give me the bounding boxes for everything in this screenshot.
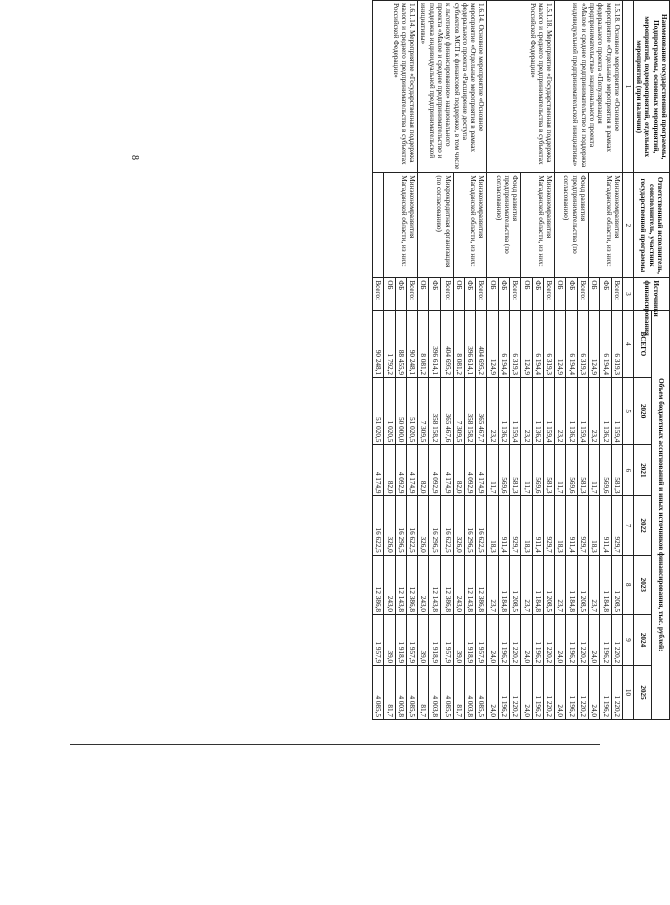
source-cell: ФБ (429, 278, 440, 310)
table-row (543, 1, 554, 720)
amount-cell: 1 196,2 (600, 666, 611, 720)
executor-cell: Минэкономразвития Магаданской области, из них: (521, 173, 555, 278)
amount-cell: 911,4 (498, 496, 509, 555)
amount-cell: 39,0 (453, 614, 464, 665)
amount-cell: 1 220,2 (543, 666, 554, 720)
source-cell: ФБ (498, 278, 509, 310)
amount-cell: 1 159,4 (577, 377, 588, 444)
index-cell: 8 (622, 555, 633, 614)
amount-cell: 124,9 (588, 310, 599, 377)
header-total: ВСЕГО (633, 310, 651, 377)
amount-cell: 1 136,2 (600, 377, 611, 444)
header-year: 2021 (633, 445, 651, 496)
amount-cell: 7 309,5 (418, 377, 429, 444)
amount-cell: 4 092,9 (429, 445, 440, 496)
amount-cell: 396 614,1 (429, 310, 440, 377)
source-cell: ОБ (521, 278, 532, 310)
amount-cell: 1 159,4 (543, 377, 554, 444)
amount-cell: 4 003,8 (395, 666, 406, 720)
amount-cell: 569,6 (532, 445, 543, 496)
amount-cell: 7 309,5 (453, 377, 464, 444)
amount-cell: 1 184,8 (532, 555, 543, 614)
amount-cell: 81,7 (384, 666, 395, 720)
amount-cell: 24,0 (588, 614, 599, 665)
table-row (611, 1, 622, 720)
amount-cell: 24,0 (588, 666, 599, 720)
amount-cell: 39,0 (418, 614, 429, 665)
amount-cell: 24,0 (555, 666, 566, 720)
measure-name-cell: 1.5.18. Основное мероприятие «Основное мероприятие «Отдельные мероприятия в рамках федерального проекта «Популяризация предпринимательства» национального проекта «Малое и среднее предпринимательство и поддержка индивидуальной предпринимательской инициативы» (555, 1, 623, 173)
amount-cell: 581,3 (611, 445, 622, 496)
amount-cell: 1 196,2 (532, 666, 543, 720)
source-cell: Всего: (577, 278, 588, 310)
source-cell: ОБ (555, 278, 566, 310)
amount-cell: 6 194,4 (600, 310, 611, 377)
amount-cell: 12 386,8 (406, 555, 417, 614)
amount-cell: 82,0 (418, 445, 429, 496)
amount-cell: 4 085,5 (373, 666, 384, 720)
amount-cell: 1 220,2 (577, 666, 588, 720)
amount-cell: 18,3 (521, 496, 532, 555)
source-cell: ОБ (384, 278, 395, 310)
amount-cell: 1 196,2 (532, 614, 543, 665)
amount-cell: 82,0 (453, 445, 464, 496)
source-cell: ФБ (566, 278, 577, 310)
amount-cell: 1 196,2 (600, 614, 611, 665)
header-source: Источники финансирования (633, 278, 669, 310)
header-year: 2023 (633, 555, 651, 614)
amount-cell: 569,6 (600, 445, 611, 496)
amount-cell: 1 918,9 (464, 614, 475, 665)
amount-cell: 51 020,5 (373, 377, 384, 444)
index-cell: 10 (622, 666, 633, 720)
measure-name-cell: 1.5.1.18. Мероприятие «Государственная поддержка малого и среднего предпринимательства в субъектах Российской Федерации» (487, 1, 555, 173)
amount-cell: 1 957,9 (406, 614, 417, 665)
amount-cell: 1 957,9 (476, 614, 487, 665)
amount-cell: 4 085,5 (476, 666, 487, 720)
source-cell: ФБ (532, 278, 543, 310)
executor-cell: Фонд развития предпринимательства (по согласованию) (555, 173, 589, 278)
budget-table (372, 0, 670, 720)
amount-cell: 1 918,9 (429, 614, 440, 665)
source-cell: Всего: (510, 278, 521, 310)
footer-rule (70, 744, 600, 745)
executor-cell: Фонд развития предпринимательства (по согласованию) (487, 173, 521, 278)
amount-cell: 90 248,1 (373, 310, 384, 377)
amount-cell: 1 184,8 (498, 555, 509, 614)
amount-cell: 4 085,5 (440, 666, 453, 720)
amount-cell: 1 020,5 (384, 377, 395, 444)
source-cell: ОБ (487, 278, 498, 310)
amount-cell: 911,4 (566, 496, 577, 555)
amount-cell: 11,7 (588, 445, 599, 496)
amount-cell: 23,2 (555, 377, 566, 444)
amount-cell: 12 386,8 (476, 555, 487, 614)
amount-cell: 1 196,2 (566, 614, 577, 665)
amount-cell: 243,0 (453, 555, 464, 614)
amount-cell: 51 020,5 (406, 377, 417, 444)
table-row (406, 1, 417, 720)
amount-cell: 581,3 (577, 445, 588, 496)
amount-cell: 1 957,9 (373, 614, 384, 665)
measure-name-cell: 1.6.14. Основное мероприятие «Основное мероприятие «Отдельные мероприятия в рамках федерального проекта «Расширение доступа субъектов МСП к финансовой поддержке, в том числе к льготному финансированию» национального проекта «Малое и среднее предпринимательство и поддержка индивидуальной предпринимательской инициативы» (418, 1, 487, 173)
source-cell: ФБ (395, 278, 406, 310)
amount-cell: 326,0 (384, 496, 395, 555)
source-cell: Всего: (611, 278, 622, 310)
amount-cell: 23,7 (555, 555, 566, 614)
index-cell: 7 (622, 496, 633, 555)
header-year: 2020 (633, 377, 651, 444)
index-cell: 1 (622, 1, 633, 173)
amount-cell: 1 196,2 (566, 666, 577, 720)
amount-cell: 12 386,8 (440, 555, 453, 614)
amount-cell: 1 159,4 (611, 377, 622, 444)
executor-cell: Микрокредитная организация (по согласованию) (418, 173, 453, 278)
amount-cell: 243,0 (384, 555, 395, 614)
amount-cell: 1 208,5 (577, 555, 588, 614)
source-cell: ОБ (453, 278, 464, 310)
amount-cell: 23,2 (487, 377, 498, 444)
amount-cell: 12 143,8 (464, 555, 475, 614)
amount-cell: 581,3 (510, 445, 521, 496)
amount-cell: 4 003,8 (429, 666, 440, 720)
amount-cell: 1 918,9 (395, 614, 406, 665)
amount-cell: 23,7 (521, 555, 532, 614)
amount-cell: 6 194,4 (498, 310, 509, 377)
amount-cell: 6 319,3 (543, 310, 554, 377)
amount-cell: 16 296,5 (429, 496, 440, 555)
table-row (476, 1, 487, 720)
source-cell: Всего: (373, 278, 384, 310)
index-cell: 4 (622, 310, 633, 377)
amount-cell: 16 622,5 (406, 496, 417, 555)
amount-cell: 16 622,5 (476, 496, 487, 555)
amount-cell: 1 220,2 (543, 614, 554, 665)
amount-cell: 16 622,5 (440, 496, 453, 555)
amount-cell: 24,0 (521, 614, 532, 665)
amount-cell: 82,0 (384, 445, 395, 496)
amount-cell: 1 184,8 (600, 555, 611, 614)
header-executor: Ответственный исполнитель, соисполнитель, участник государственной программы (633, 173, 669, 278)
measure-name-cell: 1.6.1.14. Мероприятие «Государственная поддержка малого и среднего предпринимательства в субъектах Российской Федерации» (373, 1, 418, 173)
amount-cell: 23,7 (487, 555, 498, 614)
header-volume: Объем бюджетных ассигнований и иных источников финансирования, тыс. рублей: (651, 310, 669, 719)
amount-cell: 358 158,2 (429, 377, 440, 444)
amount-cell: 8 081,2 (418, 310, 429, 377)
amount-cell: 124,9 (521, 310, 532, 377)
amount-cell: 1 220,2 (611, 614, 622, 665)
amount-cell: 18,3 (588, 496, 599, 555)
index-cell: 5 (622, 377, 633, 444)
amount-cell: 929,7 (543, 496, 554, 555)
amount-cell: 1 184,8 (566, 555, 577, 614)
amount-cell: 11,7 (487, 445, 498, 496)
amount-cell: 929,7 (611, 496, 622, 555)
amount-cell: 6 194,4 (566, 310, 577, 377)
amount-cell: 1 196,2 (498, 666, 509, 720)
amount-cell: 911,4 (532, 496, 543, 555)
amount-cell: 6 319,3 (577, 310, 588, 377)
page-number: 8 (129, 155, 140, 160)
amount-cell: 1 136,2 (532, 377, 543, 444)
amount-cell: 6 319,3 (510, 310, 521, 377)
amount-cell: 24,0 (487, 666, 498, 720)
source-cell: Всего: (406, 278, 417, 310)
index-cell: 6 (622, 445, 633, 496)
amount-cell: 18,3 (487, 496, 498, 555)
amount-cell: 911,4 (600, 496, 611, 555)
header-name: Наименование государственной программы, Подпрограммы, основных мероприятий, мероприятий, подмероприятий, отдельных мероприятий (при наличии) (633, 1, 669, 173)
amount-cell: 12 386,8 (373, 555, 384, 614)
amount-cell: 1 220,2 (577, 614, 588, 665)
source-cell: Всего: (440, 278, 453, 310)
amount-cell: 365 467,7 (476, 377, 487, 444)
source-cell: ОБ (588, 278, 599, 310)
amount-cell: 404 695,2 (476, 310, 487, 377)
amount-cell: 1 136,2 (566, 377, 577, 444)
amount-cell: 1 220,2 (510, 666, 521, 720)
amount-cell: 12 143,8 (429, 555, 440, 614)
table-body (373, 1, 623, 720)
amount-cell: 569,6 (498, 445, 509, 496)
amount-cell: 1 159,4 (510, 377, 521, 444)
amount-cell: 4 092,9 (464, 445, 475, 496)
source-cell: Всего: (543, 278, 554, 310)
amount-cell: 1 196,2 (498, 614, 509, 665)
amount-cell: 4 174,9 (440, 445, 453, 496)
amount-cell: 365 467,6 (440, 377, 453, 444)
amount-cell: 581,3 (543, 445, 554, 496)
amount-cell: 88 455,9 (395, 310, 406, 377)
source-cell: Всего: (476, 278, 487, 310)
amount-cell: 124,9 (555, 310, 566, 377)
amount-cell: 24,0 (487, 614, 498, 665)
amount-cell: 4 092,9 (395, 445, 406, 496)
amount-cell: 326,0 (418, 496, 429, 555)
amount-cell: 6 319,3 (611, 310, 622, 377)
amount-cell: 929,7 (577, 496, 588, 555)
amount-cell: 16 296,5 (395, 496, 406, 555)
executor-cell: Минэкономразвития Магаданской области, из них: (588, 173, 622, 278)
source-cell: ОБ (418, 278, 429, 310)
amount-cell: 23,2 (588, 377, 599, 444)
amount-cell: 24,0 (521, 666, 532, 720)
amount-cell: 569,6 (566, 445, 577, 496)
amount-cell: 358 158,2 (464, 377, 475, 444)
amount-cell: 243,0 (418, 555, 429, 614)
amount-cell: 1 220,2 (611, 666, 622, 720)
amount-cell: 1 208,5 (611, 555, 622, 614)
amount-cell: 16 622,5 (373, 496, 384, 555)
amount-cell: 404 695,2 (440, 310, 453, 377)
amount-cell: 4 003,8 (464, 666, 475, 720)
header-year: 2022 (633, 496, 651, 555)
amount-cell: 81,7 (418, 666, 429, 720)
amount-cell: 23,7 (588, 555, 599, 614)
header-year: 2025 (633, 666, 651, 720)
index-row (622, 1, 633, 720)
amount-cell: 1 208,5 (510, 555, 521, 614)
source-cell: ФБ (600, 278, 611, 310)
amount-cell: 18,3 (555, 496, 566, 555)
amount-cell: 1 220,2 (510, 614, 521, 665)
source-cell: ФБ (464, 278, 475, 310)
amount-cell: 6 194,4 (532, 310, 543, 377)
header-year: 2024 (633, 614, 651, 665)
amount-cell: 1 957,9 (440, 614, 453, 665)
amount-cell: 929,7 (510, 496, 521, 555)
executor-cell: Минэкономразвития Магаданской области, из них: (384, 173, 418, 278)
index-cell: 9 (622, 614, 633, 665)
index-cell: 3 (622, 278, 633, 310)
header-row-1 (651, 1, 669, 720)
amount-cell: 1 792,2 (384, 310, 395, 377)
amount-cell: 81,7 (453, 666, 464, 720)
amount-cell: 8 081,2 (453, 310, 464, 377)
amount-cell: 4 085,5 (406, 666, 417, 720)
amount-cell: 24,0 (555, 614, 566, 665)
executor-cell: Минэкономразвития Магаданской области, из них: (453, 173, 487, 278)
amount-cell: 326,0 (453, 496, 464, 555)
index-cell: 2 (622, 173, 633, 278)
amount-cell: 50 000,0 (395, 377, 406, 444)
amount-cell: 4 174,9 (406, 445, 417, 496)
executor-cell (373, 173, 384, 278)
amount-cell: 90 248,1 (406, 310, 417, 377)
amount-cell: 12 143,8 (395, 555, 406, 614)
amount-cell: 1 136,2 (498, 377, 509, 444)
amount-cell: 11,7 (521, 445, 532, 496)
amount-cell: 4 174,9 (373, 445, 384, 496)
amount-cell: 16 296,5 (464, 496, 475, 555)
amount-cell: 1 208,5 (543, 555, 554, 614)
amount-cell: 11,7 (555, 445, 566, 496)
amount-cell: 23,2 (521, 377, 532, 444)
amount-cell: 4 174,9 (476, 445, 487, 496)
amount-cell: 396 614,1 (464, 310, 475, 377)
amount-cell: 39,0 (384, 614, 395, 665)
amount-cell: 124,9 (487, 310, 498, 377)
rotated-table-container (70, 0, 670, 720)
